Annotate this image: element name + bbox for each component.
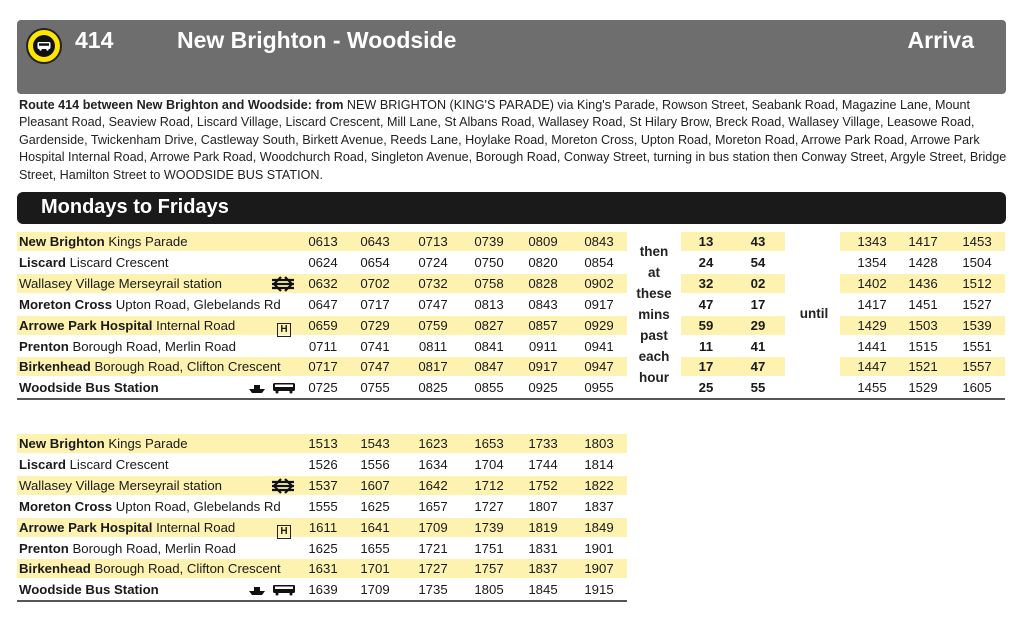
departure-time: 0941 (584, 338, 614, 354)
departure-time: 1709 (360, 582, 390, 598)
departure-time: 1555 (308, 498, 338, 514)
until-label: until (799, 306, 829, 321)
departure-time: 1721 (418, 540, 448, 556)
table-row (17, 518, 1017, 538)
departure-time: 0739 (474, 234, 504, 249)
departure-time: 0857 (528, 317, 558, 333)
stop-place: Upton Road, Glebelands Rd (115, 296, 281, 312)
stop-town: Arrowe Park Hospital (19, 317, 153, 333)
description-lead: Route 414 between New Brighton and Woodside: from (19, 98, 344, 112)
departure-time: 0759 (418, 317, 448, 333)
departure-time: 0729 (360, 317, 390, 333)
departure-time: 0917 (528, 359, 558, 375)
day-heading-bar (17, 192, 1006, 224)
route-number: 414 (75, 27, 114, 53)
departure-time: 1526 (308, 456, 338, 472)
departure-time: 1625 (360, 498, 390, 514)
minutes-past-hour: 02 (750, 275, 766, 291)
departure-time: 1849 (584, 519, 614, 535)
departure-time: 1907 (584, 561, 614, 577)
departure-time: 1837 (528, 561, 558, 577)
stop-name (19, 455, 169, 475)
departure-time: 0929 (584, 317, 614, 333)
departure-time: 1837 (584, 498, 614, 514)
departure-time: 1556 (360, 456, 390, 472)
stop-name (19, 253, 169, 273)
table-row (17, 476, 1017, 496)
departure-time: 1503 (908, 317, 938, 333)
departure-time: 0632 (308, 275, 338, 291)
table-rule (17, 600, 627, 602)
departure-time: 1822 (584, 477, 614, 493)
departure-time: 1441 (857, 338, 887, 354)
departure-time: 1557 (962, 359, 992, 375)
stop-place: Borough Road, Clifton Crescent (94, 359, 281, 375)
departure-time: 1805 (474, 582, 504, 598)
departure-time: 1642 (418, 477, 448, 493)
departure-time: 0843 (528, 296, 558, 312)
departure-time: 0702 (360, 275, 390, 291)
departure-time: 1605 (962, 380, 992, 396)
departure-time: 1915 (584, 582, 614, 598)
stop-name (19, 497, 281, 517)
departure-time: 1453 (962, 234, 992, 249)
table-rule (17, 398, 1005, 400)
stop-place: Internal Road (156, 519, 236, 535)
minutes-past-hour: 32 (698, 275, 714, 291)
departure-time: 0825 (418, 380, 448, 396)
departure-time: 1402 (857, 275, 887, 291)
stop-place: Wallasey Village Merseyrail station (19, 275, 223, 291)
stop-place: Kings Parade (108, 234, 188, 249)
departure-time: 1701 (360, 561, 390, 577)
departure-time: 0809 (528, 234, 558, 249)
stop-name (19, 559, 281, 579)
then-text-line: at (647, 265, 660, 280)
departure-time: 0854 (584, 254, 614, 270)
departure-time: 1607 (360, 477, 390, 493)
departure-time: 0847 (474, 359, 504, 375)
departure-time: 1727 (474, 498, 504, 514)
stop-place: Internal Road (156, 317, 236, 333)
departure-time: 1727 (418, 561, 448, 577)
departure-time: 0750 (474, 254, 504, 270)
table-row (17, 434, 1017, 454)
table-row (17, 455, 1017, 475)
departure-time: 0843 (584, 234, 614, 249)
stop-town: Liscard (19, 456, 66, 472)
minutes-past-hour: 59 (698, 317, 714, 333)
departure-time: 1653 (474, 436, 504, 451)
departure-time: 1712 (474, 477, 504, 493)
departure-time: 1733 (528, 436, 558, 451)
departure-time: 1709 (418, 519, 448, 535)
stop-town: Prenton (19, 338, 69, 354)
departure-time: 0711 (308, 338, 338, 354)
stop-name (19, 337, 236, 357)
departure-time: 0624 (308, 254, 338, 270)
departure-time: 0643 (360, 234, 390, 249)
stop-name (19, 232, 188, 252)
minutes-past-hour: 13 (698, 234, 714, 249)
departure-time: 0725 (308, 380, 338, 396)
stop-name (19, 518, 235, 538)
departure-time: 1744 (528, 456, 558, 472)
table-row (17, 497, 1017, 517)
stop-town: Woodside Bus Station (19, 380, 159, 396)
stop-place: Liscard Crescent (69, 456, 169, 472)
departure-time: 0947 (584, 359, 614, 375)
departure-time: 1819 (528, 519, 558, 535)
departure-time: 1521 (908, 359, 938, 375)
departure-time: 1543 (360, 436, 390, 451)
stop-place: Kings Parade (108, 436, 188, 451)
minutes-past-hour: 41 (750, 338, 766, 354)
departure-time: 1343 (857, 234, 887, 249)
table-row (17, 539, 1017, 559)
minutes-past-hour: 43 (750, 234, 766, 249)
stop-place: Wallasey Village Merseyrail station (19, 477, 223, 493)
table-row (17, 559, 1017, 579)
departure-time: 1504 (962, 254, 992, 270)
departure-time: 0902 (584, 275, 614, 291)
departure-time: 1739 (474, 519, 504, 535)
departure-time: 1529 (908, 380, 938, 396)
departure-time: 1757 (474, 561, 504, 577)
stop-town: Woodside Bus Station (19, 582, 159, 598)
departure-time: 1803 (584, 436, 614, 451)
departure-time: 1447 (857, 359, 887, 375)
stop-town: Birkenhead (19, 359, 91, 375)
then-text-line: then (639, 244, 669, 259)
departure-time: 1751 (474, 540, 504, 556)
minutes-past-hour: 17 (698, 359, 714, 375)
departure-time: 1429 (857, 317, 887, 333)
departure-time: 0758 (474, 275, 504, 291)
stop-town: Moreton Cross (19, 296, 113, 312)
stop-place: Borough Road, Merlin Road (72, 540, 236, 556)
departure-time: 1623 (418, 436, 448, 451)
bus-icon (26, 28, 62, 64)
stop-name (19, 378, 159, 398)
departure-time: 0713 (418, 234, 448, 249)
stop-name (19, 476, 222, 496)
stop-town: Arrowe Park Hospital (19, 519, 153, 535)
departure-time: 1625 (308, 540, 338, 556)
departure-time: 0817 (418, 359, 448, 375)
departure-time: 0747 (360, 359, 390, 375)
then-text-line: mins (638, 307, 670, 322)
departure-time: 1539 (962, 317, 992, 333)
minutes-past-hour: 17 (750, 296, 766, 312)
departure-time: 1814 (584, 456, 614, 472)
departure-time: 1417 (857, 296, 887, 312)
departure-time: 1436 (908, 275, 938, 291)
departure-time: 0955 (584, 380, 614, 396)
departure-time: 0741 (360, 338, 390, 354)
stop-name (19, 539, 236, 559)
departure-time: 1704 (474, 456, 504, 472)
departure-time: 0717 (360, 296, 390, 312)
departure-time: 0827 (474, 317, 504, 333)
departure-time: 1807 (528, 498, 558, 514)
then-text-line: each (638, 349, 670, 364)
description-text: NEW BRIGHTON (KING'S PARADE) via King's Parade, Rowson Street, Seabank Road, Magazine Lane, Mount Pleasant Road, Seaview Road, Liscard Village, Liscard Crescent, Mill Lane, St Albans Road, Wallasey Road, St Hilary Brow, Breck Road, Wallasey Village, Leasowe Road, Gardenside, Twickenham Drive, Castleway South, Birkett Avenue, Reeds Lane, Hoylake Road, Moreton Cross, Upton Road, Moreton Road, Arrowe Park Road, Arrowe Park Hospital Internal Road, Arrowe Park Road, Woodchurch Road, Singleton Avenue, Borough Road, Conway Street, turning in bus station then Conway Street, Argyle Street, Bridge Street, Hamilton Street to WOODSIDE BUS STATION. (19, 98, 1007, 182)
departure-time: 1631 (308, 561, 338, 577)
departure-time: 0717 (308, 359, 338, 375)
departure-time: 1417 (908, 234, 938, 249)
minutes-past-hour: 47 (750, 359, 766, 375)
departure-time: 0911 (528, 338, 558, 354)
stop-town: Prenton (19, 540, 69, 556)
then-at-these-mins-past-each-hour (630, 241, 678, 388)
stop-name (19, 434, 188, 454)
then-text-line: past (640, 328, 668, 343)
minutes-past-hour: 29 (750, 317, 766, 333)
departure-time: 0925 (528, 380, 558, 396)
stop-name (19, 357, 281, 377)
departure-time: 1551 (962, 338, 992, 354)
departure-time: 1354 (857, 254, 887, 270)
stop-place: Borough Road, Clifton Crescent (94, 561, 281, 577)
stop-town: New Brighton (19, 436, 105, 451)
departure-time: 1845 (528, 582, 558, 598)
departure-time: 1641 (360, 519, 390, 535)
stop-name (19, 580, 159, 600)
then-text-line: hour (639, 370, 669, 385)
departure-time: 0841 (474, 338, 504, 354)
departure-time: 0855 (474, 380, 504, 396)
departure-time: 1527 (962, 296, 992, 312)
minutes-past-hour: 24 (698, 254, 714, 270)
operator-name: Arriva (907, 27, 974, 53)
departure-time: 1515 (908, 338, 938, 354)
minutes-past-hour: 55 (750, 380, 766, 396)
departure-time: 0917 (584, 296, 614, 312)
departure-time: 1639 (308, 582, 338, 598)
minutes-past-hour: 25 (698, 380, 714, 396)
departure-time: 1451 (908, 296, 938, 312)
stop-town: Birkenhead (19, 561, 91, 577)
departure-time: 0820 (528, 254, 558, 270)
route-name: New Brighton - Woodside (177, 27, 457, 53)
departure-time: 0747 (418, 296, 448, 312)
departure-time: 1831 (528, 540, 558, 556)
departure-time: 1657 (418, 498, 448, 514)
departure-time: 0732 (418, 275, 448, 291)
departure-time: 1655 (360, 540, 390, 556)
route-header (17, 20, 1006, 94)
table-row (17, 580, 1017, 600)
stop-place: Upton Road, Glebelands Rd (115, 498, 281, 514)
stop-town: Moreton Cross (19, 498, 113, 514)
then-text-line: these (636, 286, 672, 301)
departure-time: 0647 (308, 296, 338, 312)
departure-time: 1901 (584, 540, 614, 556)
departure-time: 1611 (308, 519, 338, 535)
departure-time: 0755 (360, 380, 390, 396)
departure-time: 1513 (308, 436, 338, 451)
departure-time: 0654 (360, 254, 390, 270)
departure-time: 1735 (418, 582, 448, 598)
stop-name (19, 274, 222, 294)
departure-time: 0828 (528, 275, 558, 291)
minutes-past-hour: 47 (698, 296, 714, 312)
departure-time: 1537 (308, 477, 338, 493)
departure-time: 1455 (857, 380, 887, 396)
departure-time: 0811 (418, 338, 448, 354)
minutes-past-hour: 54 (750, 254, 766, 270)
departure-time: 1428 (908, 254, 938, 270)
minutes-past-hour: 11 (699, 338, 713, 354)
departure-time: 1634 (418, 456, 448, 472)
day-heading: Mondays to Fridays (41, 196, 229, 218)
route-description (19, 97, 1009, 184)
stop-place: Liscard Crescent (69, 254, 169, 270)
stop-name (19, 295, 281, 315)
stop-place: Borough Road, Merlin Road (72, 338, 236, 354)
departure-time: 1512 (962, 275, 992, 291)
stop-town: Liscard (19, 254, 66, 270)
departure-time: 0613 (308, 234, 338, 249)
hospital-icon: H (277, 318, 291, 338)
stop-town: New Brighton (19, 234, 105, 249)
departure-time: 0659 (308, 317, 338, 333)
stop-name (19, 316, 235, 336)
departure-time: 0813 (474, 296, 504, 312)
hospital-icon: H (277, 520, 291, 540)
departure-time: 0724 (418, 254, 448, 270)
departure-time: 1752 (528, 477, 558, 493)
